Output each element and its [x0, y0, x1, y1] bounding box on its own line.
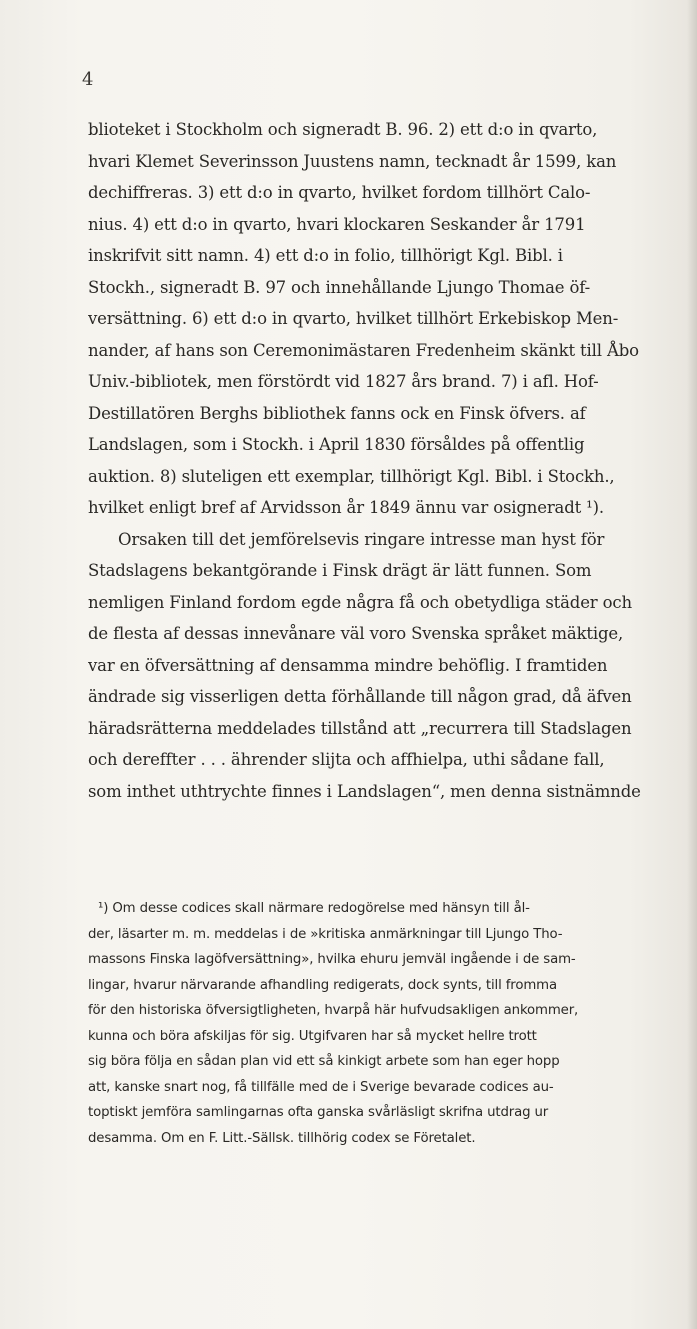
text-line: inskrifvit sitt namn. 4) ett d:o in folio, tillhörigt Kgl. Bibl. i — [88, 246, 563, 265]
text-line: Destillatören Berghs bibliothek fanns ock en Finsk öfvers. af — [88, 403, 586, 423]
text-line: blioteket i Stockholm och signeradt B. 96. 2) ett d:o in qvarto, — [88, 120, 598, 139]
text-line: nius. 4) ett d:o in qvarto, hvari klockaren Seskander år 1791 — [88, 214, 586, 234]
page-number: 4 — [82, 69, 94, 90]
footnote-line: kunna och böra afskiljas för sig. Utgifvaren har så mycket hellre trott — [88, 1028, 537, 1044]
footnote-line: toptiskt jemföra samlingarnas ofta ganska svårläsligt skrifna utdrag ur — [88, 1105, 549, 1120]
text-line: och dereffter . . . ährender slijta och affhielpa, uthi sådane fall, — [88, 750, 605, 769]
text-line: var en öfversättning af densamma mindre behöflig. I framtiden — [88, 655, 608, 675]
text-line: hvilket enligt bref af Arvidsson år 1849 ännu var osigneradt ¹). — [88, 498, 604, 517]
footnote-line: ¹) Om desse codices skall närmare redogörelse med hänsyn till ål- — [98, 901, 530, 916]
text-line: som inthet uthtrychte finnes i Landslagen“, men denna sistnämnde — [88, 781, 641, 801]
footnote-line: der, läsarter m. m. meddelas i de »kritiska anmärkningar till Ljungo Tho- — [88, 926, 563, 942]
text-line: Stockh., signeradt B. 97 och innehållande Ljungo Thomae öf- — [88, 277, 590, 297]
text-line: hvari Klemet Severinsson Juustens namn, tecknadt år 1599, kan — [88, 151, 617, 171]
page-edge-shadow — [687, 0, 697, 1329]
text-line: ändrade sig visserligen detta förhållande till någon grad, då äfven — [88, 687, 632, 706]
text-line: nemligen Finland fordom egde några få och obetydliga städer och — [88, 592, 632, 612]
text-line: de flesta af dessas innevånare väl voro Svenska språket mäktige, — [88, 624, 624, 643]
paragraph-start-line: Orsaken till det jemförelsevis ringare intresse man hyst för — [118, 529, 605, 549]
text-line: nander, af hans son Ceremonimästaren Fredenheim skänkt till Åbo — [88, 340, 639, 360]
footnote-line: lingar, hvarur närvarande afhandling redigerats, dock synts, till fromma — [88, 977, 558, 993]
footnote-line: sig böra följa en sådan plan vid ett så kinkigt arbete som han eger hopp — [88, 1054, 560, 1069]
footnote-line: desamma. Om en F. Litt.-Sällsk. tillhörig codex se Företalet. — [88, 1130, 476, 1146]
text-line: Univ.-bibliotek, men förstördt vid 1827 års brand. 7) i afl. Hof- — [88, 372, 599, 391]
text-line: häradsrätterna meddelades tillstånd att „recurrera till Stadslagen — [88, 718, 632, 738]
footnote-line: att, kanske snart nog, få tillfälle med de i Sverige bevarade codices au- — [88, 1079, 554, 1095]
main-text — [88, 114, 665, 807]
text-line: Stadslagens bekantgörande i Finsk drägt är lätt funnen. Som — [88, 561, 592, 580]
footnote-block — [88, 896, 665, 1151]
text-line: versättning. 6) ett d:o in qvarto, hvilket tillhört Erkebiskop Men- — [88, 309, 619, 328]
footnote-line: massons Finska lagöfversättning», hvilka ehuru jemväl ingående i de sam- — [88, 952, 576, 967]
text-line: auktion. 8) sluteligen ett exemplar, tillhörigt Kgl. Bibl. i Stockh., — [88, 466, 615, 486]
text-line: dechiffreras. 3) ett d:o in qvarto, hvilket fordom tillhört Calo- — [88, 183, 591, 202]
footnote-line: för den historiska öfversigtligheten, hvarpå här hufvudsakligen ankommer, — [88, 1003, 579, 1018]
text-line: Landslagen, som i Stockh. i April 1830 försåldes på offentlig — [88, 435, 585, 454]
